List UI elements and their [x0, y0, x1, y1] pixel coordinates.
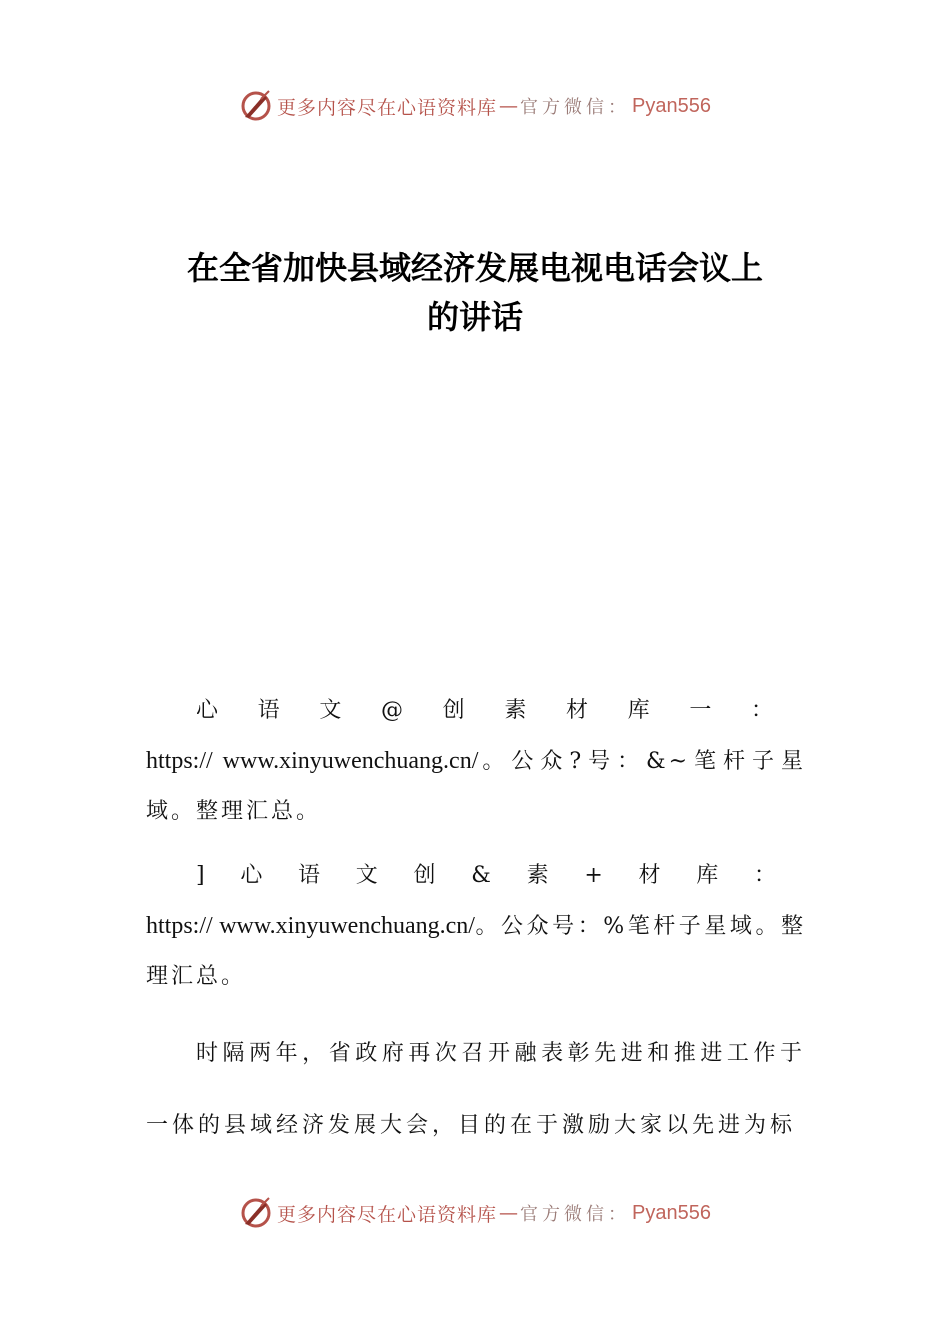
paragraph-1-url: https:// www.xinyuwenchuang.cn/ — [146, 748, 479, 774]
title-line-2: 的讲话 — [426, 298, 523, 336]
paragraph-2-rest: 。公众号：%笔杆子星域。整理汇总。 — [146, 914, 806, 989]
paragraph-3-text: 时隔两年，省政府再次召开融表彰先进和推进工作于一体的县域经济发展大会，目的在于激励大家以先进为标 — [146, 1041, 806, 1138]
paragraph-2-url: https:// www.xinyuwenchuang.cn/ — [146, 913, 475, 939]
paragraph-1-rest: 。公众?号：&~笔杆子星域。整理汇总。 — [146, 749, 807, 824]
quill-logo-icon — [239, 1196, 273, 1230]
title-line-1: 在全省加快县域经济发展电视电话会议上 — [186, 249, 763, 287]
banner-separator: — — [499, 95, 519, 117]
banner-main-text: 更多内容尽在心语资料库 — [277, 96, 498, 119]
document-title — [100, 244, 850, 342]
paragraph-2 — [146, 851, 806, 1002]
footer-banner — [0, 1193, 950, 1233]
paragraph-3 — [146, 1018, 806, 1162]
paragraph-1 — [146, 686, 806, 837]
banner-wechat-id: Pyan556 — [632, 1201, 711, 1224]
banner-main-text: 更多内容尽在心语资料库 — [277, 1203, 498, 1226]
paragraph-2-spaced-text: ]心语文创&素+材库： — [196, 863, 806, 888]
banner-wechat-label: 官方微信： — [520, 1204, 631, 1225]
banner-wechat-id: Pyan556 — [632, 94, 711, 117]
header-banner — [0, 86, 950, 126]
banner-wechat-label: 官方微信： — [520, 97, 631, 118]
paragraph-1-spaced-text: 心语文@创素材库一： — [196, 698, 806, 723]
banner-separator: — — [499, 1202, 519, 1224]
quill-logo-icon — [239, 89, 273, 123]
